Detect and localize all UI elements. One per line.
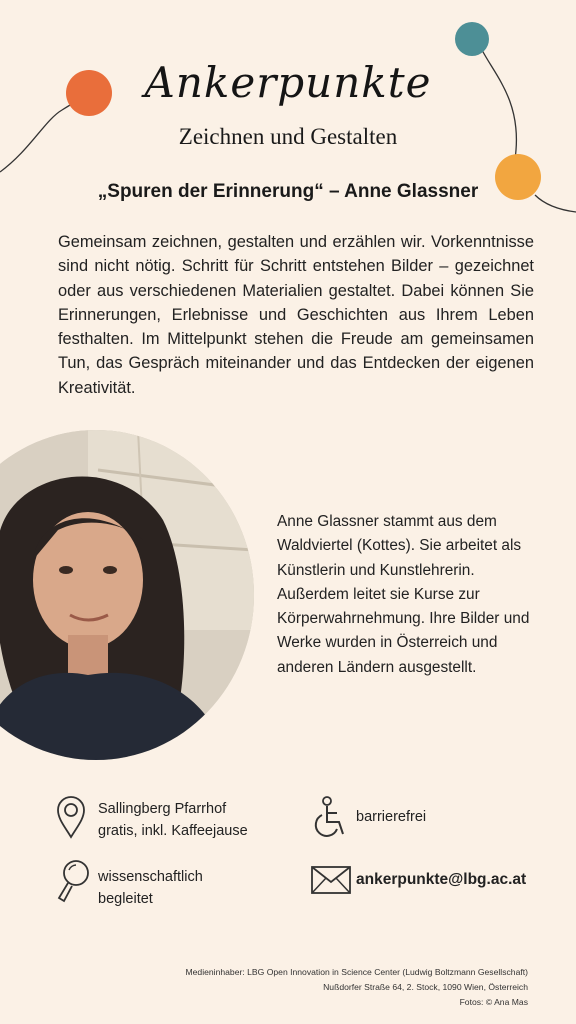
- portrait-photo: [0, 430, 254, 760]
- location-price: gratis, inkl. Kaffeejause: [98, 823, 248, 839]
- page-subtitle: Zeichnen und Gestalten: [178, 124, 398, 149]
- imprint-footer: [185, 965, 528, 1010]
- magnifier-icon: [56, 858, 92, 904]
- location-info: [98, 798, 248, 842]
- artist-bio: Anne Glassner stammt aus dem Waldviertel (Kottes). Sie arbeitet als Künstlerin und Kunstlehrerin. Außerdem leitet sie Kurse zur Körperwahrnehmung. Ihre Bilder und Werke wurden in Österreich und anderen Ländern ausgestellt.: [277, 513, 530, 676]
- wheelchair-icon: [310, 796, 350, 840]
- location-name: Sallingberg Pfarrhof: [98, 801, 227, 817]
- photo-credit: Fotos: © Ana Mas: [459, 997, 528, 1007]
- contact-email-link[interactable]: ankerpunkte@lbg.ac.at: [356, 871, 527, 888]
- event-title: „Spuren der Erinnerung“ – Anne Glassner: [97, 181, 479, 202]
- accessibility-info: barrierefrei: [356, 809, 427, 825]
- location-pin-icon: [55, 795, 87, 839]
- logo-ankerpunkte: Ankerpunkte: [144, 58, 432, 107]
- envelope-icon: [311, 866, 351, 894]
- science-line-2: begleitet: [98, 891, 153, 907]
- imprint-owner: Medieninhaber: LBG Open Innovation in Science Center (Ludwig Boltzmann Gesellschaft): [185, 967, 528, 977]
- science-line-1: wissenschaftlich: [98, 869, 203, 885]
- teal-dot: [455, 22, 489, 56]
- science-info: [98, 866, 203, 910]
- imprint-address: Nußdorfer Straße 64, 2. Stock, 1090 Wien, Österreich: [323, 982, 528, 992]
- event-description: Gemeinsam zeichnen, gestalten und erzählen wir. Vorkenntnisse sind nicht nötig. Schritt für Schritt entstehen Bilder – gezeichnet oder aus verschiedenen Materialien gestaltet. Dabei können Sie Erinnerungen, Erlebnisse und Geschichten aus Ihrem Leben festhalten. Im Mittelpunkt stehen die Freude am gemeinsamen Tun, das Gespräch miteinander und das Entdecken der eigenen Kreativität.: [58, 233, 534, 397]
